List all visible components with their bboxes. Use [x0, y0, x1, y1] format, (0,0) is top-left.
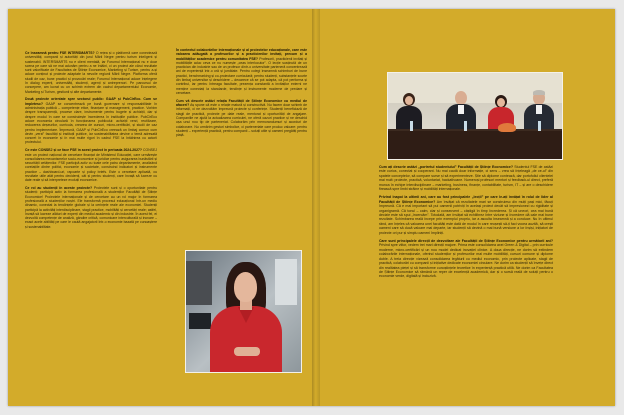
- qa-paragraph: [379, 165, 553, 192]
- qa-paragraph: [25, 148, 157, 182]
- question-text: Privind înapoi la ultimii ani, care au fost principalele „lecții” pe care le-ați învățat în rolul de lider al Facultății de Științe Economice?: [379, 195, 553, 204]
- answer-text: Aș spune că este o relație matură și constructivă. Nu facem doar schimb de informații, ci ne dezvoltăm împreună proiecte și conferințe. Studenții beneficiază de stagii de practică, proiecte pe date reale, mentorat și oportunități de angajare. Companiile ne ajută la actualizarea curriculei, ne oferă cazuri practice și ne deschid ușa unui nou tip de parteneriat. Colaborăm prin memorandumuri și acorduri de colaborare. Nu urmărim gesturi simbolice, ci parteneriate care produc valoare: pentru studenți – experiență practică, pentru companii – soluții utile și oameni pregătiți pentru piață.: [176, 103, 307, 138]
- right-page-column: [379, 165, 553, 397]
- page-fold: [312, 9, 320, 406]
- answer-text: CONSEJ este un proiect național de cercetare finanțat de Ministerul Educației, care urmărește consolidarea mecanismelor socio-economice și juridice pentru asigurarea bunăstării și securității cetățenilor. FSE participă activ cu toate cele patru departamente, analizând corelațiile dintre politici, economie și societate, construind indicatori și instrumente practice – dashboard-uri, rapoarte și policy briefs. Este o cercetare aplicată, cu rezultate utile atât pentru decidenți, cât și pentru studenți, care învață să lucreze cu date reale și să interpreteze evoluții economice.: [25, 148, 157, 183]
- qa-paragraph: [25, 97, 157, 144]
- qa-paragraph: [379, 239, 553, 279]
- flower-arrangement: [498, 123, 516, 132]
- question-text: Cum ați descrie astăzi „portretul studentului” Facultății de Științe Economice?: [379, 165, 514, 169]
- answer-text: Am învățat că rezultatele mari se construiesc din mulți pași mici, făcuți împreună. Că e mai important să pui oamenii potriviți în același proiect decât să impresionezi cu rigiditate și organigramă. Că tonul – calm, clar și consecvent – câștigă în timp încrederea. Și că uneori, cea mai bună decizie este să spui „încercăm”. Totodată, am învățat să echilibrez între viziune și încredere dă cale mai bune rezultate. Schimbarea reală începe prin exemplul propriu, iar a asculta înseamnă și a conduce. Nu în ultimul rând, am înțeles că valoarea unei facultăți este dată de modul în care reușești să-ți faci vocea auzită, să crești oameni care să ducă valoare mai departe, iar studenții să devină o mai bună versiune a lor înșiși, inițiatori de proiecte ori pur și simplu oameni împliniți.: [379, 199, 553, 235]
- left-page-column-2: [176, 48, 307, 253]
- water-bottle: [464, 121, 467, 131]
- question-text: Cum vă descrie astăzi relația Facultății de Științe Economice cu mediul de afaceri?: [176, 98, 307, 108]
- question-text: Care sunt principalele direcții de dezvoltare ale Facultății de Științe Economice pentru următorii ani?: [379, 238, 553, 243]
- qa-paragraph: [176, 48, 307, 95]
- answer-text: Profesorii, practicienii invitați și mobilitățile aduc ceva ce nu numește „ceas interlocutor”. O lecție susținută de un practician din industrie sau de un profesor dintr-o universitate parteneră concentrează ani de experiență într-o oră și jumătate. Pentru colegi înseamnă schimburi de bune practici, benchmarking și co-proiectare curriculară; pentru studenți, substanțele scurte din limbaj universitar și deschidere – deoarece că se pot adapta, că pot performa și contribui, iar pentru întreaga facultate, prezența constantă a invitaților externi ne menține conectați la standarde, tendințe și instrumente moderne de predare și cercetare.: [176, 56, 307, 95]
- qa-paragraph: [176, 99, 307, 138]
- answer-text: GAAP se concentrează pe bună guvernare și responsabilitate în administrația publică – competențe etice, finanțare și management, practice. Vorbim despre transparență, procese clare, instrumente pentru bugete și achiziții, dar și despre modul în care se construiește încrederea în instituțiile publice. PubCirEco aduce economia circulară în funcționarea publicului: achiziții verzi, reutilizare, reducerea deșeurilor, curricula, crearea de cursuri, micro-certificări, și studii de caz pentru implementare. Împreună, GAAP și PubCirEco creează un limbaj comun cum devin „verzi” facultăți și instituții publice, iar sustenabilitatea devine o temă adresată concret în economie și în mai multe rigori în cadrul FSE la întâlnirea cu actorii proiectului.: [25, 101, 157, 145]
- qa-paragraph: [25, 51, 157, 94]
- answer-text: O rețea și o platformă care conectează universități, companii și autorități din jurul Mării Negre pentru turism inteligent și sustenabil. INTERSMARTS nu e client mentală, iar Forumul Internațional nu e doar scena pe care să ne mai adunăm pentru a ne întâlni, ci un proiect ale cărui rezultate sunt valorificate de Facultatea de Științe Economice, Marketing și Turism, pentru a-și aduce conținut și proiecte adaptate la nevoile regiunii Mării Negre. Platforma oferă studii de caz, bune practici și provocări reale; Forumul Internațional aduce înțelegere în dialog experți, universități, studenți, agenți și antreprenori. Pe parcursul de concepere, am lucrat cu un schimb extrem din cadrul departamentului Economie, Marketing și Turism, gestiunii și alte departamente.: [25, 51, 157, 94]
- water-bottle: [410, 121, 413, 131]
- question-text: Două proiecte orientate spre sectorul public: GAAP și PubCirEco. Cum se împletesc?: [25, 97, 157, 106]
- monitor-icon: [189, 313, 211, 329]
- conference-table: [388, 131, 562, 159]
- panelist-2: [446, 91, 476, 133]
- magazine-spread: [8, 9, 615, 406]
- question-text: În contextul colaborărilor internaționale și al proiectelor educaționale, care este valoarea adăugată a profesorilor și a practicienilor invitați, precum și a mobilităților academice pentru comunitatea FSE?: [176, 48, 307, 61]
- qa-paragraph: [379, 195, 553, 235]
- question-text: Ce rol au studenții în aceste proiecte?: [25, 186, 93, 191]
- panel-discussion-photo: [387, 72, 563, 160]
- answer-text: Studentul FSE de astăzi este curios, conectat și cooperant. Nu mai caută doar informație, ci sens – vrea să înțeleagă „de ce-ul” din spatele conceptelor, să compare surse și să experimenteze. Știe să diplome contează, dar portofoliul clientelei mai mult: proiecte, practică, voluntariat, hackathoane. Numeroși profesori mentori și feedback-ul direct, preferă munca în echipe interdisciplinare – marketing, business, finanțe, contabilitate, turism, IT – și are o deschidere firească spre limbi străine și mobilități internaționale.: [379, 165, 553, 192]
- dean-portrait-photo: [185, 250, 302, 373]
- question-text: Ce este CONSEJ și ce face FSE în acest proiect în perioada 2024-2027?: [25, 148, 143, 153]
- water-bottle: [538, 121, 541, 131]
- panelist-1: [396, 93, 422, 133]
- left-page-column-1: [25, 51, 157, 399]
- question-text: Ce înseamnă pentru FSE INTERSMARTS?: [25, 51, 95, 55]
- answer-text: Privind spre viitor, vedem trei mari direcții majore. Prima este consolidarea axei Green & Digital – prin curricule moderne, micro-certificări și un nou model dedicat inovației clinice. A doua direcție, ne dorim să extindem colaborările internaționale, oferind studenților și profesorilor mai multe mobilități, cursuri comune și diplome duble. A treia direcție vizează consolidarea legăturii cu mediul economic, prin proiecte aplicate, stagii de practică, colaborări cu companii și inițiative dedicate economiei circulare. Ne dorim ca studenții să învețe direct din realitatea pieței și să transforme cunoștințele teoretice în experiență practică utilă. Ne dorim ca Facultatea de Științe Economice să rămână un reper de excelență academică, dar și o sursă reală de soluții pentru o economie verde, digitală și incluzivă.: [379, 243, 553, 279]
- qa-paragraph: [25, 186, 157, 229]
- answer-text: Proiectele sunt și o oportunitate pentru studenți: participă activ la formarea profesională a studenților Facultății de Științe Economice! Proiectele internaționale și de cercetare au un rol major în formarea profesională a studenților noștri. Ele transformă procesul educațional într-un mediu dinamic, conectat la tendințele globale și la cerințele reale ale economiei. Studenții participă la activități interdisciplinare, stagii practice, mobilități și cercetări reale; astfel, învață să lucreze alături de experți din mediul academic și din industrie. În acest fel, ei dezvoltă competențe de analiză, gândire critică, comunicare interculturală și inovare – exact acele abilități pe care le caută angajatorii într-o economie bazată pe cunoaștere și sustenabilitate.: [25, 186, 157, 229]
